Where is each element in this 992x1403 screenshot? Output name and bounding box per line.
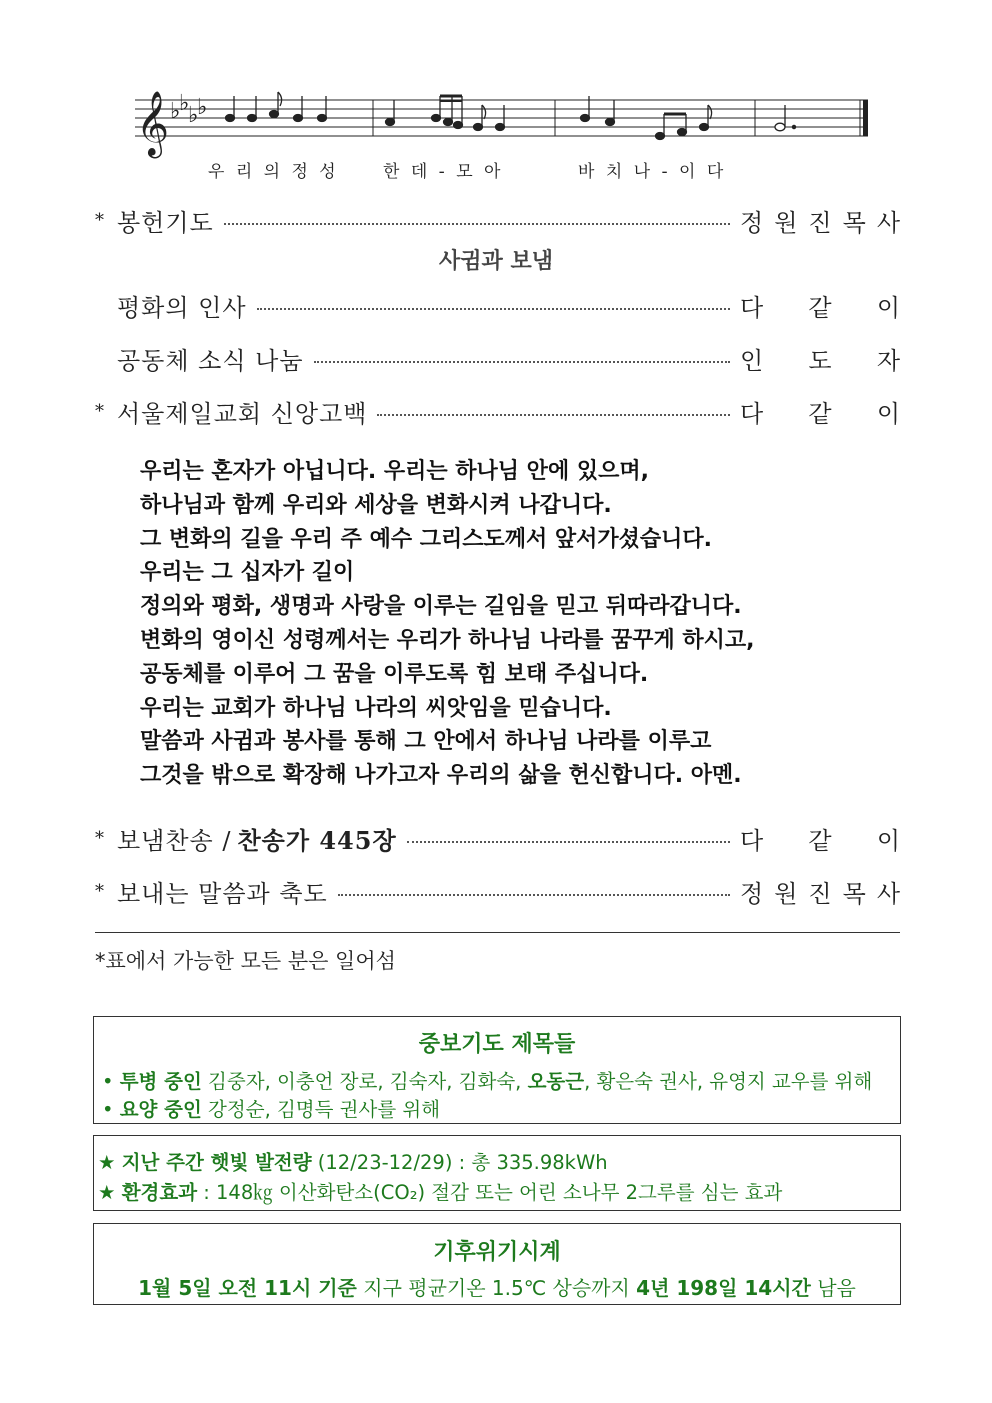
hymn-lyric-3: 바 치 나 - 이 다 xyxy=(578,162,727,182)
leader: 다 같 이 xyxy=(740,399,900,428)
notes xyxy=(226,92,796,140)
creed-text: 우리는 혼자가 아닙니다. 우리는 하나님 안에 있으며, 하나님과 함께 우리와 세상을 변화시켜 나갑니다. 그 변화의 길을 우리 주 예수 그리스도께서 앞서가셨습니다. 우리는 그 십자가 길이 정의와 평화, 생명과 사랑을 이루는 길임을 믿고 뒤따라갑니다. 변화의 영이신 성령께서는 우리가 하나님 나라를 꿈꾸게 하시고, 공동체를 이루어 그 꿈을 이루도록 힘 보태 주십니다. 우리는 교회가 하나님 나라의 씨앗임을 믿습니다. 말씀과 사귐과 봉사를 통해 그 안에서 하나님 나라를 이루고 그것을 밖으로 확장해 나가고자 우리의 삶을 헌신합니다. 아멘. xyxy=(140,459,755,789)
svg-text:♭: ♭ xyxy=(197,95,208,120)
leader: 다 같 이 xyxy=(740,826,900,855)
solar-power-box xyxy=(93,1135,901,1211)
order-row-benediction: * 보내는 말씀과 축도 정 원 진 목 사 xyxy=(95,874,900,908)
divider xyxy=(95,932,900,933)
order-row-sending-hymn: * 보냄찬송 / 찬송가 445장 다 같 이 xyxy=(95,821,900,855)
leader: 정 원 진 목 사 xyxy=(740,208,900,237)
solar-line-2: ★ 환경효과 : 148㎏ 이산화탄소(CO₂) 절감 또는 어린 소나무 2그루를 심는 효과 xyxy=(98,1181,783,1204)
treble-clef-icon: 𝄞 xyxy=(136,91,170,156)
leader: 정 원 진 목 사 xyxy=(740,879,900,908)
svg-text:♭: ♭ xyxy=(179,91,190,116)
climate-countdown: 1월 5일 오전 11시 기준 지구 평균기온 1.5℃ 상승까지 4년 198일 14시간 남음 xyxy=(138,1276,856,1300)
svg-text:♭: ♭ xyxy=(170,99,181,124)
order-row-peace-greeting: 평화의 인사 다 같 이 xyxy=(95,288,900,322)
standing-footnote: *표에서 가능한 모든 분은 일어섬 xyxy=(95,949,396,973)
key-signature-flats xyxy=(170,91,207,128)
hymn-lyric-1: 우 리 의 정 성 xyxy=(208,162,339,182)
order-row-community-news: 공동체 소식 나눔 인 도 자 xyxy=(95,341,900,375)
prayer-line-2: • 요양 중인 강정순, 김명득 권사를 위해 xyxy=(102,1098,441,1121)
hymn-lyric-2: 한 데 - 모 아 xyxy=(383,162,504,182)
prayer-box-title: 중보기도 제목들 xyxy=(418,1032,576,1057)
prayer-requests-box xyxy=(93,1016,901,1124)
leader: 인 도 자 xyxy=(740,346,900,375)
solar-line-1: ★ 지난 주간 햇빛 발전량 (12/23-12/29) : 총 335.98kWh xyxy=(98,1151,608,1174)
order-row-confession: * 서울제일교회 신앙고백 다 같 이 xyxy=(95,394,900,428)
climate-box-title: 기후위기시계 xyxy=(433,1240,561,1265)
section-title: 사귐과 보냄 xyxy=(439,249,553,274)
svg-text:♭: ♭ xyxy=(188,103,199,128)
prayer-line-1: • 투병 중인 김중자, 이충언 장로, 김숙자, 김화숙, 오동근, 황은숙 권사, 유영지 교우를 위해 xyxy=(102,1070,873,1093)
leader: 다 같 이 xyxy=(740,293,900,322)
order-row-offering-prayer: * 봉헌기도 정 원 진 목 사 xyxy=(95,203,900,237)
climate-clock-box xyxy=(93,1223,901,1305)
